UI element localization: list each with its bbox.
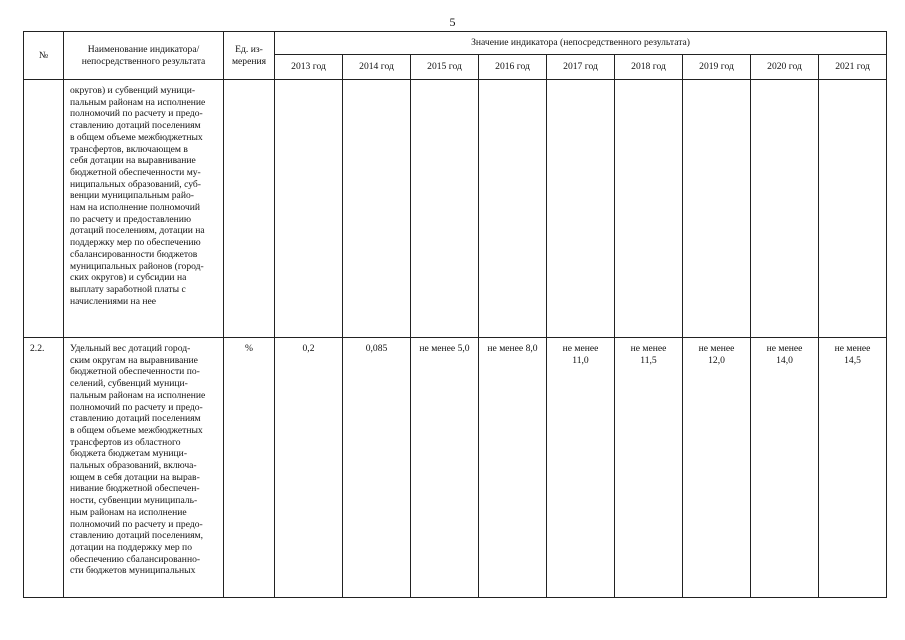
value-line: не менее 5,0: [419, 343, 470, 354]
desc-line: ставлению дотаций поселениям: [70, 120, 201, 132]
row-number: 2.2.: [24, 338, 64, 598]
desc-line: бюджетной обеспеченности му-: [70, 166, 201, 178]
header-year: 2013 год: [275, 55, 343, 80]
value-cell: [411, 338, 479, 598]
header-year: 2015 год: [411, 55, 479, 80]
header-year: 2018 год: [615, 55, 683, 80]
header-year: 2017 год: [547, 55, 615, 80]
desc-line: поддержку мер по обеспечению: [70, 237, 201, 249]
table-row: [24, 80, 887, 338]
desc-line: муниципальных районов (город-: [70, 260, 204, 272]
row-number: [24, 80, 64, 338]
unit-cell: [224, 80, 275, 338]
desc-line: бюджета бюджетам муници-: [70, 448, 188, 460]
header-year: 2014 год: [343, 55, 411, 80]
header-year: 2021 год: [819, 55, 887, 80]
desc-line: бюджетной обеспеченности по-: [70, 366, 200, 378]
value-cell: [411, 80, 479, 338]
value-line: не менее: [834, 343, 871, 354]
value-cell: [751, 80, 819, 338]
header-num: №: [24, 32, 64, 80]
value-cell: [343, 80, 411, 338]
value-cell: [819, 80, 887, 338]
desc-line: ным районам на исполнение: [70, 506, 187, 518]
value-cell: [275, 338, 343, 598]
value-line: не менее: [630, 343, 667, 354]
value-cell: [547, 80, 615, 338]
value-line: не менее: [698, 343, 735, 354]
header-year: 2020 год: [751, 55, 819, 80]
desc-line: обеспечению сбалансированно-: [70, 553, 201, 565]
indicator-table: [23, 31, 887, 598]
value-line: 14,5: [844, 354, 861, 366]
header-name-line1: Наименование индикатора/: [87, 44, 200, 55]
header-year: 2016 год: [479, 55, 547, 80]
desc-line: нам на исполнение полномочий: [70, 202, 201, 214]
desc-line: ности, субвенции муниципаль-: [70, 495, 198, 507]
header-name-line2: непосредственного результата: [81, 55, 206, 67]
desc-line: ющем в себя дотации на вырав-: [70, 471, 200, 483]
desc-line: полномочий по расчету и предо-: [70, 108, 203, 120]
value-cell: [615, 80, 683, 338]
desc-line: пальных образований, включа-: [70, 460, 197, 472]
table-row: [24, 338, 887, 598]
desc-line: дотаций поселениям, дотации на: [70, 225, 205, 237]
value-cell: [547, 338, 615, 598]
desc-line: в общем объеме межбюджетных: [70, 424, 203, 436]
unit-cell: %: [224, 338, 275, 598]
header-indicator-name: [64, 32, 224, 80]
desc-line: трансфертов из областного: [70, 436, 181, 448]
desc-line: ниципальных образований, суб-: [70, 178, 201, 190]
value-cell: [751, 338, 819, 598]
desc-line: трансфертов, включающем в: [70, 143, 188, 155]
page-number: 5: [449, 15, 456, 29]
desc-line: нивание бюджетной обеспечен-: [70, 483, 200, 495]
header-unit-line2: мерения: [231, 55, 267, 67]
desc-line: по расчету и предоставлению: [70, 213, 192, 225]
desc-line: дотации на поддержку мер по: [70, 541, 192, 553]
value-line: 14,0: [776, 354, 793, 366]
desc-line: сти бюджетов муниципальных: [70, 565, 196, 577]
value-cell: [479, 338, 547, 598]
value-line: не менее: [766, 343, 803, 354]
value-line: не менее 8,0: [487, 343, 538, 354]
desc-line: полномочий по расчету и предо-: [70, 401, 203, 413]
desc-line: ставлению дотаций поселениям,: [70, 530, 204, 542]
desc-line: начислениями на нее: [70, 295, 156, 307]
value-cell: [683, 338, 751, 598]
desc-line: выплату заработной платы с: [70, 283, 186, 295]
desc-line: полномочий по расчету и предо-: [70, 518, 203, 530]
desc-line: себя дотации на выравнивание: [70, 155, 196, 167]
indicator-description: [64, 80, 224, 338]
header-unit: [224, 32, 275, 80]
value-line: не менее: [562, 343, 599, 354]
desc-line: венции муниципальным райо-: [70, 190, 194, 202]
value-line: 11,0: [572, 354, 589, 366]
desc-line: пальным районам на исполнение: [70, 96, 206, 108]
value-line: 0,2: [302, 343, 315, 354]
desc-line: ских округов) и субсидии на: [70, 272, 187, 284]
desc-line: Удельный вес дотаций город-: [70, 343, 191, 354]
desc-line: селений, субвенций муници-: [70, 378, 188, 390]
value-cell: [343, 338, 411, 598]
value-cell: [683, 80, 751, 338]
value-cell: [275, 80, 343, 338]
header-unit-line1: Ед. из-: [235, 44, 263, 55]
desc-line: пальным районам на исполнение: [70, 389, 206, 401]
header-row: [24, 32, 887, 55]
indicator-description: [64, 338, 224, 598]
header-year: 2019 год: [683, 55, 751, 80]
value-line: 0,085: [365, 343, 388, 354]
value-cell: [819, 338, 887, 598]
value-cell: [615, 338, 683, 598]
desc-line: сбалансированности бюджетов: [70, 248, 198, 260]
value-line: 11,5: [640, 354, 657, 366]
value-cell: [479, 80, 547, 338]
desc-line: округов) и субвенций муници-: [70, 85, 196, 96]
header-value-group: Значение индикатора (непосредственного результата): [275, 32, 887, 55]
value-line: 12,0: [708, 354, 725, 366]
desc-line: ставлению дотаций поселениям: [70, 413, 201, 425]
desc-line: в общем объеме межбюджетных: [70, 131, 203, 143]
desc-line: ским округам на выравнивание: [70, 354, 198, 366]
